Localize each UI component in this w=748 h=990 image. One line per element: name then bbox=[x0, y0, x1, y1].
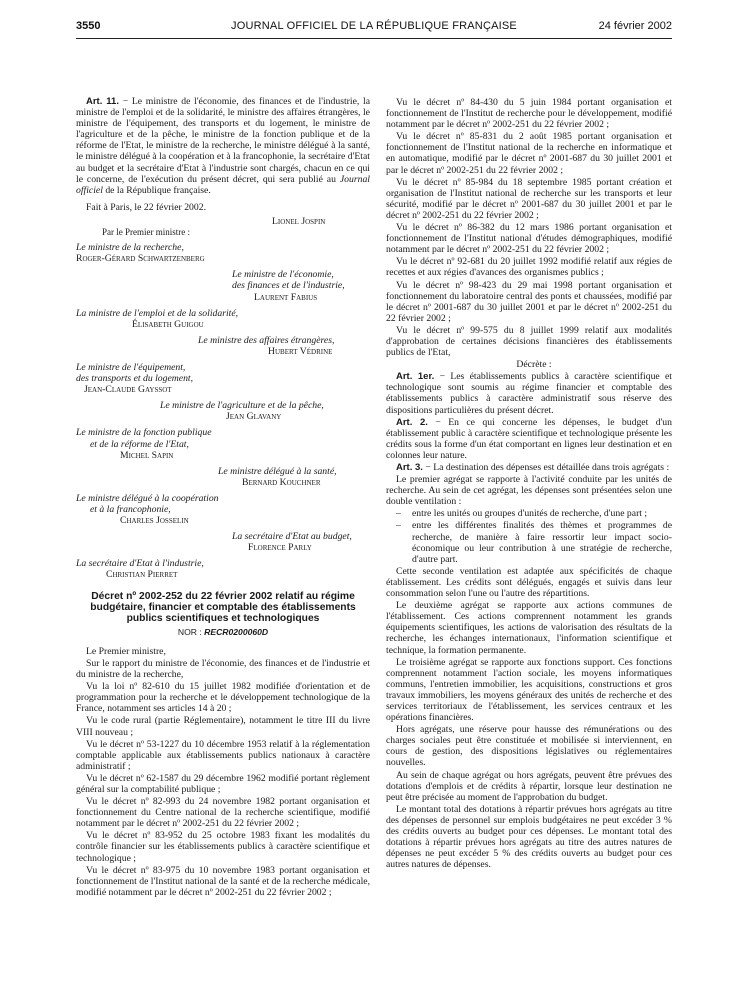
article-11-journal: Journal officiel bbox=[76, 173, 370, 196]
decree-para-7: Vu le décret nº 82-993 du 24 novembre 1982 portant organisation et fonctionnement du Centre national de la recherche scientifique, modifié notamment par le décret nº 2002-251 du 22 février 2002 ; bbox=[76, 796, 370, 830]
article-2-label: Art. 2. bbox=[396, 416, 428, 428]
signatory-11-role: La secrétaire d'Etat à l'industrie, bbox=[76, 558, 204, 570]
decree-para-1: Le Premier ministre, bbox=[86, 645, 166, 657]
list-item bbox=[386, 520, 672, 564]
signatory-7-name: Michel Sapin bbox=[120, 449, 174, 461]
article-2-text: − En ce qui concerne les dépenses, le budget d'un établissement public à caractère scientifique et technologique présente les crédits sous la forme d'un état comportant en lignes leur destination et en colonnes leur nature. bbox=[386, 416, 672, 461]
signatory-1-role: Le ministre de la recherche, bbox=[76, 242, 184, 254]
article-3-text: − La destination des dépenses est détaillée dans trois agrégats : bbox=[422, 462, 670, 473]
decree-para-4: Vu le code rural (partie Réglementaire), notamment le titre III du livre VIII nouveau ; bbox=[76, 715, 370, 738]
journal-title: JOURNAL OFFICIEL DE LA RÉPUBLIQUE FRANÇAISE bbox=[231, 20, 517, 32]
signatory-5 bbox=[76, 362, 370, 395]
vu-decret-5: Vu le décret nº 92-681 du 20 juillet 1992 modifié relatif aux régies de recettes et aux régies d'avances des organismes publics ; bbox=[386, 256, 672, 279]
list-item-text: entre les unités ou groupes d'unités de recherche, d'une part ; bbox=[412, 508, 648, 520]
signatory-1 bbox=[76, 242, 370, 264]
signatory-4-role: Le ministre des affaires étrangères, bbox=[198, 334, 335, 346]
signatory-8-role: Le ministre délégué à la santé, bbox=[218, 465, 337, 477]
decree-para-2: Sur le rapport du ministre de l'économie, des finances et de l'industrie et du ministre de la recherche, bbox=[76, 657, 370, 681]
signatory-6-role: Le ministre de l'agriculture et de la pêche, bbox=[160, 400, 324, 412]
signatory-2 bbox=[76, 269, 370, 302]
decree-para-8: Vu le décret nº 83-952 du 25 octobre 1983 fixant les modalités du contrôle financier sur les établissements publics à caractère scientifique et technologique ; bbox=[76, 830, 370, 864]
signatory-3-role: La ministre de l'emploi et de la solidarité, bbox=[76, 307, 239, 319]
vu-decret-2: Vu le décret nº 85-831 du 2 août 1985 portant organisation et fonctionnement de l'Institut national de la recherche en informatique et en automatique, modifié par le décret nº 2001-687 du 30 juillet 2001 et par le décret nº 2002-251 du 22 février 2002 ; bbox=[386, 131, 672, 176]
para-au-sein: Au sein de chaque agrégat ou hors agrégats, peuvent être prévues des dotations d'emplois et de crédits à répartir, lorsque leur destination ne peut être précisée au moment de l'approbation du budget. bbox=[386, 769, 672, 803]
vu-decret-7: Vu le décret nº 99-575 du 8 juillet 1999 relatif aux modalités d'approbation de certaines décisions financières des établissements publics de l'Etat, bbox=[386, 324, 672, 359]
signatory-9-role-2: et à la francophonie, bbox=[90, 504, 171, 515]
page-number: 3550 bbox=[76, 20, 101, 32]
left-column bbox=[76, 96, 370, 899]
vu-decret-4: Vu le décret nº 86-382 du 12 mars 1986 portant organisation et fonctionnement de l'Institut national d'études démographiques, modifié notamment par le décret nº 2002-251 du 22 février 2002 ; bbox=[386, 222, 672, 256]
signatory-6 bbox=[76, 400, 370, 422]
vu-decret-3: Vu le décret nº 85-984 du 18 septembre 1985 portant création et organisation de l'Institut national de recherche sur les transports et leur sécurité, modifié par le décret nº 2001-687 du 30 juillet 2001 et par le décret nº 2002-251 du 22 février 2002 ; bbox=[386, 176, 672, 221]
right-column bbox=[386, 97, 672, 871]
header-date: 24 février 2002 bbox=[598, 20, 672, 32]
signatory-4 bbox=[76, 335, 370, 357]
signature-block bbox=[76, 216, 370, 581]
article-11-text: − Le ministre de l'économie, des finances et de l'industrie, la ministre de l'emploi et de la solidarité, le ministre des affaires étrangères, le ministre de l'équipement, des transports et du logement, le ministre de l'agriculture et de la pêche, le ministre de la fonction publique et de la réforme de l'Etat, le ministre de la recherche, le ministre délégué à la santé, le ministre délégué à la coopération et à la francophonie, la secrétaire d'Etat au budget et la secrétaire d'Etat à l'industrie sont chargés, chacun en ce qui le concerne, de l'exécution du présent décret, qui sera publié au bbox=[76, 96, 370, 185]
decree-para-6: Vu le décret nº 62-1587 du 29 décembre 1962 modifié portant règlement général sur la comptabilité publique ; bbox=[76, 772, 370, 795]
signatory-6-name: Jean Glavany bbox=[226, 411, 282, 423]
signatory-10-role: La secrétaire d'Etat au budget, bbox=[232, 531, 352, 543]
dash-bullet: – bbox=[396, 520, 401, 532]
decree-para-5: Vu le décret nº 53-1227 du 10 décembre 1953 relatif à la réglementation comptable applicable aux établissements publics nationaux à caractère administratif ; bbox=[76, 738, 370, 772]
nor-code: RECR0200060D bbox=[204, 626, 269, 637]
signatory-7-role-2: et de la réforme de l'Etat, bbox=[90, 438, 189, 450]
article-1-label: Art. 1er. bbox=[396, 371, 435, 383]
dash-bullet: – bbox=[396, 508, 401, 520]
signatory-2-name: Laurent Fabius bbox=[254, 291, 318, 303]
para-hors-agregats: Hors agrégats, une réserve pour hausse des rémunérations ou des charges sociales peut être constituée et mobilisée si interviennent, en cours de gestion, des dispositions législatives ou réglementaires nouvelles. bbox=[386, 724, 672, 769]
article-3-label: Art. 3. bbox=[396, 462, 423, 473]
decree-para-9: Vu le décret nº 83-975 du 10 novembre 1983 portant organisation et fonctionnement de l'Institut national de la santé et de la recherche médicale, modifié notamment par le décret nº 2002-251 du 22 février 2002 ; bbox=[76, 864, 370, 898]
para-troisieme-agregat: Le troisième agrégat se rapporte aux fonctions support. Ces fonctions comprennent notamment l'action sociale, les moyens informatiques communs, l'entretien immobilier, les acquisitions, constructions et gros travaux immobiliers, les moyens généraux des unités de recherche et des services territoriaux de l'établissement, les services centraux et les opérations financières. bbox=[386, 656, 672, 724]
decrete-heading: Décrète : bbox=[516, 359, 552, 371]
article-11-text-end: de la République française. bbox=[102, 184, 211, 196]
signatory-11-name: Christian Pierret bbox=[106, 569, 178, 581]
vu-decret-1: Vu le décret nº 84-430 du 5 juin 1984 portant organisation et fonctionnement de l'Institut de recherche pour le développement, modifié notamment par le décret nº 2002-251 du 22 février 2002 ; bbox=[386, 97, 672, 131]
signatory-10-name: Florence Parly bbox=[248, 542, 312, 554]
article-3 bbox=[386, 462, 672, 473]
decree-nor bbox=[76, 627, 370, 638]
article-11 bbox=[76, 96, 370, 196]
para-montant-total: Le montant total des dotations à répartir prévues hors agrégats au titre des dépenses de personnel sur emplois budgétaires ne peut excéder 3 % des crédits ouverts au budget pour ces dépenses. Le montant total des dotations à répartir prévues hors agrégats au titre des autres natures de dépenses ne peut excéder 5 % des crédits ouverts au budget pour ces autres natures de dépenses. bbox=[386, 803, 672, 871]
signatory-9-name: Charles Josselin bbox=[120, 515, 189, 527]
signatory-3 bbox=[76, 308, 370, 330]
signatory-9 bbox=[76, 493, 370, 526]
list-item bbox=[386, 508, 672, 519]
par-le-premier-ministre: Par le Premier ministre : bbox=[102, 227, 190, 238]
signatory-5-role-1: Le ministre de l'équipement, bbox=[76, 361, 186, 373]
signatory-8-name: Bernard Kouchner bbox=[242, 476, 321, 488]
para-deuxieme-agregat: Le deuxième agrégat se rapporte aux actions communes de l'établissement. Ces actions comprennent notamment les grands équipements scientifiques, les actions de valorisation des résultats de la recherche, les échanges internationaux, l'information scientifique et technique, la formation permanente. bbox=[386, 600, 672, 656]
decree-para-3: Vu la loi nº 82-610 du 15 juillet 1982 modifiée d'orientation et de programmation pour la recherche et le développement technologique de la France, notamment ses articles 14 à 20 ; bbox=[76, 681, 370, 715]
signatory-5-name: Jean-Claude Gayssot bbox=[84, 384, 172, 396]
signatory-1-name: Roger-Gérard Schwartzenberg bbox=[76, 253, 205, 265]
page-header bbox=[76, 20, 672, 36]
article-11-label: Art. 11. bbox=[86, 96, 119, 107]
signatory-7-role-1: Le ministre de la fonction publique bbox=[76, 427, 212, 439]
signatory-pm-name: Lionel Jospin bbox=[272, 215, 326, 227]
signatory-3-name: Élisabeth Guigou bbox=[132, 318, 204, 330]
vu-decret-6: Vu le décret nº 98-423 du 29 mai 1998 portant organisation et fonctionnement du laboratoire central des ponts et chaussées, modifié par le décret nº 2001-687 du 30 juillet 2001 et par le décret nº 2002-251 du 22 février 2002 ; bbox=[386, 279, 672, 324]
signatory-4-name: Hubert Védrine bbox=[268, 345, 333, 357]
header-rule bbox=[76, 38, 672, 39]
para-ventilation: Cette seconde ventilation est adaptée aux spécificités de chaque établissement. Les crédits sont délégués, engagés et suivis dans leur consommation selon l'une ou l'autre des répartitions. bbox=[386, 565, 672, 600]
signatory-5-role-2: des transports et du logement, bbox=[76, 373, 194, 385]
signatory-2-role-2: des finances et de l'industrie, bbox=[232, 280, 345, 292]
fait-a-paris: Fait à Paris, le 22 février 2002. bbox=[86, 201, 206, 213]
signatory-9-role-1: Le ministre délégué à la coopération bbox=[76, 492, 219, 504]
article-2 bbox=[386, 417, 672, 461]
decree-title: Décret nº 2002-252 du 22 février 2002 relatif au régime budgétaire, financier et comptable des établissements publics scientifiques et technologiques bbox=[90, 590, 356, 625]
article-1-text: − Les établissements publics à caractère scientifique et technologique sont soumis au régime financier et comptable des établissements publics à caractère administratif sous réserve des dispositions particulières du présent décret. bbox=[386, 371, 672, 416]
article-1 bbox=[386, 371, 672, 415]
para-premier-agregat: Le premier agrégat se rapporte à l'activité conduite par les unités de recherche. Au sein de cet agrégat, les dépenses sont présentées selon une double ventilation : bbox=[386, 474, 672, 508]
list-item-text: entre les différentes finalités des thèmes et programmes de recherche, de manière à faire ressortir leur impact socio-économique ou leur contribution à une stratégie de recherche, d'autre part. bbox=[412, 520, 672, 565]
signatory-8 bbox=[76, 466, 370, 488]
signatory-7 bbox=[76, 427, 370, 460]
signatory-11 bbox=[76, 558, 370, 580]
signatory-2-role-1: Le ministre de l'économie, bbox=[232, 269, 334, 281]
signatory-10 bbox=[76, 531, 370, 553]
ventilation-list bbox=[386, 508, 672, 564]
nor-label: NOR : bbox=[177, 626, 205, 637]
